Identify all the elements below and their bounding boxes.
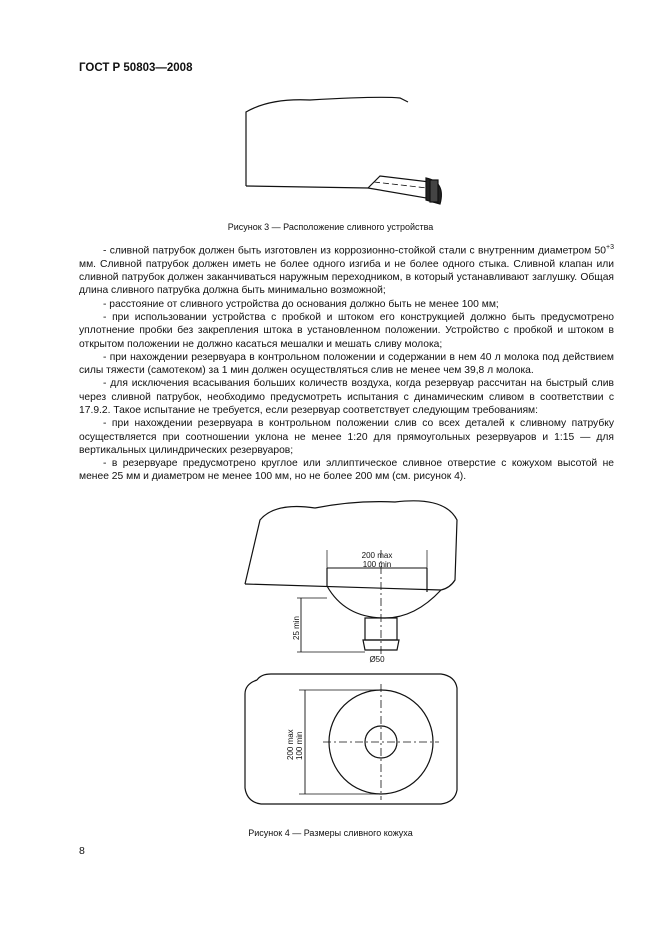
paragraph: - для исключения всасывания больших количеств воздуха, когда резервуар рассчитан на быстрый слив через сливной патрубок, необходимо предусмотреть испытания с динамическим сливом в соответствии с 17.9.2. Такое испытание не требуется, если резервуар соответствует следующим требованиям: [79, 378, 614, 416]
dim-top-max: 200 max [361, 551, 393, 560]
tank-outline [246, 97, 408, 186]
sleeve-bowl [327, 586, 441, 618]
paragraph: - при нахождении резервуара в контрольном положении и содержании в нем 40 л молока под действием силы тяжести (самотеком) за 1 мин должен осуществляться слив не менее чем 39,8 л молока. [79, 351, 614, 377]
dim-side-max: 200 max [286, 729, 295, 760]
tank-bottom [246, 186, 368, 188]
page-number: 8 [79, 845, 85, 857]
dim-top-min: 100 min [362, 560, 392, 569]
figure-4-drain-sleeve [235, 490, 475, 820]
document-header: ГОСТ Р 50803—2008 [79, 62, 193, 74]
paragraph: - расстояние от сливного устройства до основания должно быть не менее 100 мм; [103, 298, 499, 310]
figure-3-drain-location [240, 92, 470, 214]
tank-bottom-line [245, 584, 441, 590]
dim-height: 25 min [292, 615, 301, 640]
dim-pipe-diameter: Ø50 [369, 655, 385, 664]
figure-4-caption: Рисунок 4 — Размеры сливного кожуха [248, 828, 413, 838]
paragraph: - при использовании устройства с пробкой и штоком его конструкцией должно быть предусмотрено уплотнение пробки без закрепления штока в установленном положении. Устройство с пробкой и штоком в открытом положении не должно касаться мешалки и мешать сливу молока; [79, 311, 614, 350]
paragraph: - при нахождении резервуара в контрольном положении слив со всех деталей к сливному патрубку осуществляется при соотношении уклона не менее 1:20 для прямоугольных резервуаров и 1:15 — для вертикальных цилиндрических резервуаров; [79, 418, 614, 456]
body-text [79, 241, 614, 484]
dim-side-min: 100 min [295, 731, 304, 760]
paragraph: - сливной патрубок должен быть изготовлен из коррозионно-стойкой стали с внутренним диаметром $50^{+3}$ мм. Сливной патрубок должен иметь не более одного изгиба и не более одного стыка. Сливной клапан или сливной патрубок должен заканчиваться наружным переходником, в который устанавливают заглушку. Общая длина сливного патрубка должна быть минимально возможной; [79, 244, 614, 297]
paragraph: - в резервуаре предусмотрено круглое или эллиптическое сливное отверстие с кожухом высотой не менее 25 мм и диаметром не менее 100 мм, но не более 200 мм (см. рисунок 4). [79, 458, 614, 483]
tank-side-outline [245, 501, 457, 590]
figure-3-caption: Рисунок 3 — Расположение сливного устройства [227, 222, 434, 232]
